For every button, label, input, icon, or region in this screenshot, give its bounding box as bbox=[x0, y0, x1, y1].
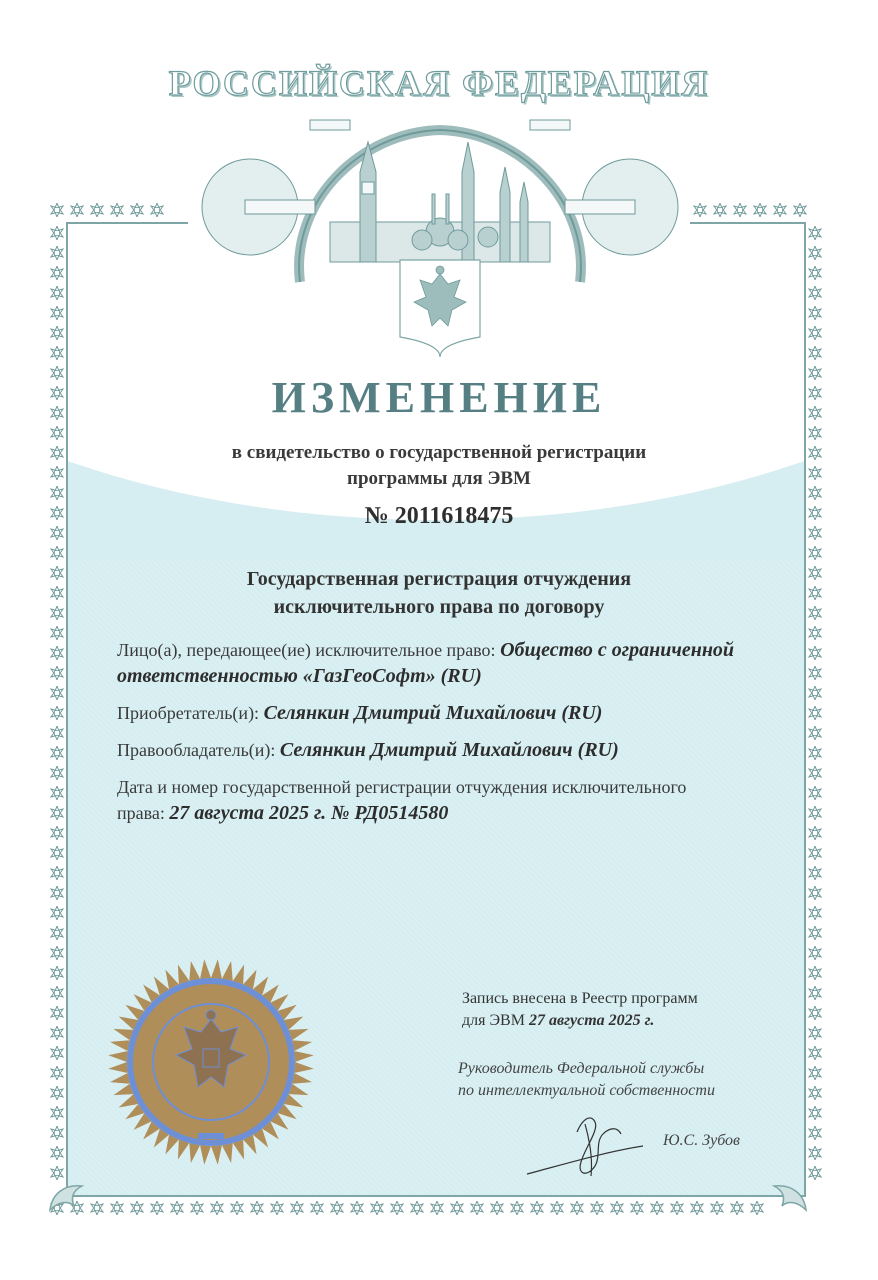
border-star-icon bbox=[390, 1201, 404, 1215]
border-star-icon bbox=[90, 1201, 104, 1215]
border-star-icon bbox=[190, 1201, 204, 1215]
handwritten-signature-icon bbox=[525, 1112, 665, 1182]
field-label: Приобретатель(и): bbox=[117, 703, 264, 723]
registry-line-1: Запись внесена в Реестр программ bbox=[462, 990, 698, 1007]
border-star-icon bbox=[50, 1046, 64, 1060]
border-star-icon bbox=[713, 203, 727, 217]
border-ornament-top-right bbox=[693, 203, 807, 217]
border-star-icon bbox=[110, 203, 124, 217]
subtitle-line-2: программы для ЭВМ bbox=[347, 468, 531, 489]
border-star-icon bbox=[50, 1006, 64, 1020]
border-star-icon bbox=[50, 706, 64, 720]
border-star-icon bbox=[808, 626, 822, 640]
border-ornament-bottom bbox=[50, 1201, 764, 1215]
border-ornament-left bbox=[50, 226, 64, 1180]
border-star-icon bbox=[808, 266, 822, 280]
border-star-icon bbox=[50, 1086, 64, 1100]
border-star-icon bbox=[50, 266, 64, 280]
border-star-icon bbox=[808, 706, 822, 720]
border-star-icon bbox=[50, 626, 64, 640]
border-star-icon bbox=[733, 203, 747, 217]
border-star-icon bbox=[50, 966, 64, 980]
field-value: 27 августа 2025 г. № РД0514580 bbox=[169, 802, 449, 824]
border-star-icon bbox=[50, 426, 64, 440]
border-star-icon bbox=[50, 1106, 64, 1120]
border-star-icon bbox=[650, 1201, 664, 1215]
border-star-icon bbox=[753, 203, 767, 217]
border-star-icon bbox=[693, 203, 707, 217]
border-star-icon bbox=[170, 1201, 184, 1215]
document-subtitle bbox=[0, 440, 878, 492]
border-star-icon bbox=[808, 1066, 822, 1080]
border-star-icon bbox=[670, 1201, 684, 1215]
section-title-line-2: исключительного права по договору bbox=[273, 596, 605, 618]
border-star-icon bbox=[610, 1201, 624, 1215]
border-star-icon bbox=[50, 346, 64, 360]
border-star-icon bbox=[808, 686, 822, 700]
border-star-icon bbox=[50, 946, 64, 960]
border-star-icon bbox=[50, 886, 64, 900]
border-star-icon bbox=[808, 866, 822, 880]
section-title bbox=[0, 565, 878, 621]
registry-date: 27 августа 2025 г. bbox=[528, 1012, 655, 1029]
subtitle-line-1: в свидетельство о государственной регистрации bbox=[231, 442, 647, 463]
border-star-icon bbox=[808, 1166, 822, 1180]
corner-ornament-icon bbox=[770, 1180, 812, 1220]
border-star-icon bbox=[50, 986, 64, 1000]
border-star-icon bbox=[50, 203, 64, 217]
border-star-icon bbox=[50, 846, 64, 860]
fields-list bbox=[117, 637, 737, 837]
field-label: Правообладатель(и): bbox=[117, 740, 280, 760]
border-star-icon bbox=[50, 826, 64, 840]
border-star-icon bbox=[50, 546, 64, 560]
border-star-icon bbox=[50, 306, 64, 320]
frame-line-top-left bbox=[66, 222, 188, 224]
border-star-icon bbox=[808, 1106, 822, 1120]
border-star-icon bbox=[793, 203, 807, 217]
border-star-icon bbox=[50, 746, 64, 760]
border-star-icon bbox=[50, 766, 64, 780]
field-value: Селянкин Дмитрий Михайлович (RU) bbox=[263, 702, 603, 724]
border-star-icon bbox=[50, 926, 64, 940]
border-star-icon bbox=[50, 326, 64, 340]
border-star-icon bbox=[808, 846, 822, 860]
border-star-icon bbox=[130, 1201, 144, 1215]
border-star-icon bbox=[590, 1201, 604, 1215]
border-star-icon bbox=[50, 666, 64, 680]
border-star-icon bbox=[50, 226, 64, 240]
field-rightholder bbox=[117, 737, 737, 763]
border-star-icon bbox=[210, 1201, 224, 1215]
border-star-icon bbox=[808, 946, 822, 960]
field-registration-date-number bbox=[117, 774, 737, 826]
border-star-icon bbox=[630, 1201, 644, 1215]
border-star-icon bbox=[808, 926, 822, 940]
border-star-icon bbox=[410, 1201, 424, 1215]
frame-line-left bbox=[66, 222, 68, 1197]
border-star-icon bbox=[808, 1046, 822, 1060]
border-star-icon bbox=[70, 203, 84, 217]
border-star-icon bbox=[510, 1201, 524, 1215]
border-ornament-right bbox=[808, 226, 822, 1180]
border-star-icon bbox=[808, 286, 822, 300]
border-star-icon bbox=[750, 1201, 764, 1215]
border-star-icon bbox=[550, 1201, 564, 1215]
border-star-icon bbox=[50, 906, 64, 920]
border-star-icon bbox=[808, 906, 822, 920]
border-star-icon bbox=[130, 203, 144, 217]
border-star-icon bbox=[808, 306, 822, 320]
border-star-icon bbox=[50, 1126, 64, 1140]
border-star-icon bbox=[773, 203, 787, 217]
frame-line-right bbox=[804, 222, 806, 1197]
gold-official-seal-icon bbox=[106, 957, 316, 1167]
field-acquirer bbox=[117, 700, 737, 726]
border-star-icon bbox=[808, 1006, 822, 1020]
border-star-icon bbox=[370, 1201, 384, 1215]
corner-ornament-icon bbox=[44, 1180, 86, 1220]
border-star-icon bbox=[150, 203, 164, 217]
border-star-icon bbox=[808, 346, 822, 360]
border-star-icon bbox=[710, 1201, 724, 1215]
border-star-icon bbox=[808, 1146, 822, 1160]
border-star-icon bbox=[808, 1026, 822, 1040]
field-label: Дата и номер государственной регистрации отчуждения исключительного права: bbox=[117, 777, 687, 823]
border-star-icon bbox=[490, 1201, 504, 1215]
border-star-icon bbox=[808, 726, 822, 740]
border-star-icon bbox=[808, 1126, 822, 1140]
border-star-icon bbox=[808, 806, 822, 820]
field-transferor bbox=[117, 637, 737, 689]
field-value: Селянкин Дмитрий Михайлович (RU) bbox=[279, 739, 619, 761]
border-star-icon bbox=[808, 226, 822, 240]
border-star-icon bbox=[90, 203, 104, 217]
document-title: ИЗМЕНЕНИЕ bbox=[271, 373, 607, 422]
certificate-number: № 2011618475 bbox=[364, 503, 514, 529]
country-header: РОССИЙСКАЯ ФЕДЕРАЦИЯ bbox=[168, 63, 710, 103]
border-star-icon bbox=[290, 1201, 304, 1215]
border-star-icon bbox=[808, 546, 822, 560]
border-star-icon bbox=[50, 786, 64, 800]
signatory-title-line-1: Руководитель Федеральной службы bbox=[458, 1060, 705, 1077]
border-star-icon bbox=[808, 746, 822, 760]
border-star-icon bbox=[50, 246, 64, 260]
border-star-icon bbox=[50, 1146, 64, 1160]
border-ornament-top-left bbox=[50, 203, 164, 217]
border-star-icon bbox=[150, 1201, 164, 1215]
field-label: Лицо(а), передающее(ие) исключительное право: bbox=[117, 640, 501, 660]
border-star-icon bbox=[50, 686, 64, 700]
border-star-icon bbox=[470, 1201, 484, 1215]
frame-line-top-right bbox=[690, 222, 806, 224]
border-star-icon bbox=[690, 1201, 704, 1215]
border-star-icon bbox=[310, 1201, 324, 1215]
border-star-icon bbox=[330, 1201, 344, 1215]
border-star-icon bbox=[730, 1201, 744, 1215]
border-star-icon bbox=[430, 1201, 444, 1215]
border-star-icon bbox=[450, 1201, 464, 1215]
border-star-icon bbox=[808, 766, 822, 780]
frame-line-bottom bbox=[66, 1195, 806, 1197]
border-star-icon bbox=[808, 326, 822, 340]
border-star-icon bbox=[50, 1066, 64, 1080]
registry-note bbox=[462, 988, 782, 1032]
border-star-icon bbox=[808, 1086, 822, 1100]
border-star-icon bbox=[808, 966, 822, 980]
kremlin-wreath-emblem-icon bbox=[200, 112, 680, 357]
border-star-icon bbox=[570, 1201, 584, 1215]
border-star-icon bbox=[50, 1166, 64, 1180]
border-star-icon bbox=[270, 1201, 284, 1215]
border-star-icon bbox=[808, 826, 822, 840]
border-star-icon bbox=[110, 1201, 124, 1215]
field-value: Общество с ограниченной ответственностью «ГазГеоСофт» (RU) bbox=[117, 639, 735, 687]
border-star-icon bbox=[50, 866, 64, 880]
section-title-line-1: Государственная регистрация отчуждения bbox=[246, 568, 632, 590]
border-star-icon bbox=[250, 1201, 264, 1215]
signatory-title-line-2: по интеллектуальной собственности bbox=[458, 1082, 715, 1099]
border-star-icon bbox=[808, 786, 822, 800]
border-star-icon bbox=[530, 1201, 544, 1215]
border-star-icon bbox=[50, 1026, 64, 1040]
border-star-icon bbox=[50, 646, 64, 660]
signatory-name: Ю.С. Зубов bbox=[663, 1132, 740, 1149]
border-star-icon bbox=[808, 986, 822, 1000]
registry-line-2-prefix: для ЭВМ bbox=[462, 1012, 529, 1029]
border-star-icon bbox=[808, 246, 822, 260]
border-star-icon bbox=[808, 886, 822, 900]
border-star-icon bbox=[230, 1201, 244, 1215]
border-star-icon bbox=[808, 646, 822, 660]
signatory-title bbox=[458, 1058, 788, 1102]
border-star-icon bbox=[50, 286, 64, 300]
border-star-icon bbox=[808, 426, 822, 440]
border-star-icon bbox=[50, 806, 64, 820]
border-star-icon bbox=[50, 726, 64, 740]
border-star-icon bbox=[808, 666, 822, 680]
border-star-icon bbox=[350, 1201, 364, 1215]
